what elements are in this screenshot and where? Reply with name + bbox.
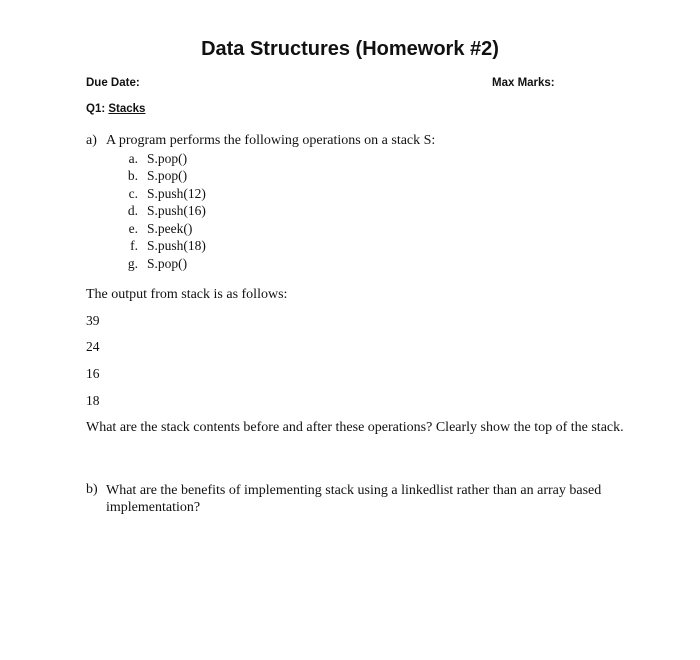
q1-topic: Stacks bbox=[108, 103, 146, 115]
operation-item: S.pop() bbox=[147, 256, 188, 271]
output-value: 24 bbox=[86, 339, 100, 354]
part-b-text: What are the benefits of implementing stack using a linkedlist rather than an array based implementation? bbox=[106, 483, 602, 515]
operation-item: S.pop() bbox=[147, 151, 188, 166]
operation-letter: d. bbox=[127, 203, 138, 218]
due-date-label: Due Date: bbox=[86, 77, 140, 89]
operation-item: S.push(12) bbox=[147, 186, 206, 201]
output-value: 16 bbox=[86, 366, 100, 381]
output-value: 18 bbox=[86, 393, 100, 408]
operation-letter: b. bbox=[127, 168, 138, 183]
operation-letter: a. bbox=[128, 151, 138, 166]
q1-prefix: Q1: bbox=[86, 103, 106, 115]
q1-heading bbox=[86, 103, 145, 115]
operation-letter: c. bbox=[128, 186, 138, 201]
part-a-text: A program performs the following operations on a stack S: bbox=[106, 133, 436, 148]
part-a-question: What are the stack contents before and after these operations? Clearly show the top of the stack. bbox=[86, 420, 624, 435]
operation-item: S.push(18) bbox=[147, 238, 206, 253]
operation-letter: f. bbox=[130, 238, 138, 253]
page-title: Data Structures (Homework #2) bbox=[201, 38, 499, 60]
operation-item: S.peek() bbox=[147, 221, 193, 236]
part-a-label: a) bbox=[86, 133, 97, 148]
operation-letter: g. bbox=[127, 256, 138, 271]
output-value: 39 bbox=[86, 313, 100, 328]
part-b-label: b) bbox=[86, 482, 98, 497]
operation-item: S.push(16) bbox=[147, 203, 206, 218]
operation-letter: e. bbox=[128, 221, 138, 236]
max-marks-label: Max Marks: bbox=[492, 77, 555, 89]
operation-item: S.pop() bbox=[147, 168, 188, 183]
output-intro: The output from stack is as follows: bbox=[86, 287, 288, 302]
